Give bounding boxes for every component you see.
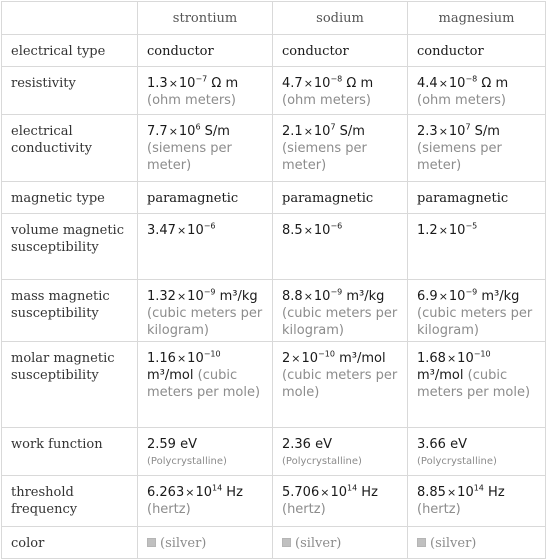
row-label: work function xyxy=(2,428,138,476)
unit-description: (cubic meters per kilogram) xyxy=(147,306,263,338)
value-unit: m³/kg xyxy=(477,289,520,304)
unit-description: (hertz) xyxy=(147,502,191,517)
value-text: 2.59 eV xyxy=(147,437,197,452)
times-sign: × xyxy=(291,352,301,365)
times-sign: × xyxy=(320,486,330,499)
value-cell xyxy=(273,428,408,476)
value-text: 3.66 eV xyxy=(417,437,467,452)
value-exponent: 6 xyxy=(195,122,201,132)
value-cell xyxy=(408,35,546,67)
corner-cell xyxy=(2,2,138,35)
value-exponent: 7 xyxy=(465,122,471,132)
base-ten: 10 xyxy=(457,485,474,500)
value-cell xyxy=(408,214,546,280)
value-unit: m³/mol xyxy=(417,368,464,383)
row-label: color xyxy=(2,527,138,559)
value-mantissa: 1.68 xyxy=(417,351,446,366)
color-name: (silver) xyxy=(160,536,207,551)
unit-description: (cubic meters per kilogram) xyxy=(417,306,533,338)
value-mantissa: 4.4 xyxy=(417,76,438,91)
base-ten: 10 xyxy=(313,223,331,238)
value-mantissa: 8.85 xyxy=(417,485,446,500)
value-unit: Ω m xyxy=(342,76,374,91)
value-cell xyxy=(408,476,546,527)
unit-description: (cubic meters per mole) xyxy=(282,368,398,400)
value-text: conductor xyxy=(417,44,484,59)
times-sign: × xyxy=(446,486,457,499)
table-row xyxy=(2,115,546,182)
base-ten: 10 xyxy=(448,76,466,91)
table-row xyxy=(2,280,546,342)
unit-description: (ohm meters) xyxy=(147,93,237,108)
value-cell xyxy=(138,214,273,280)
value-mantissa: 2.3 xyxy=(417,124,438,139)
column-header-sodium: sodium xyxy=(273,2,408,35)
unit-description: (ohm meters) xyxy=(417,93,507,108)
value-mantissa: 1.2 xyxy=(417,223,438,238)
value-text: paramagnetic xyxy=(147,191,239,206)
value-unit: m³/kg xyxy=(215,289,258,304)
table-row xyxy=(2,527,546,559)
base-ten: 10 xyxy=(448,124,466,139)
base-ten: 10 xyxy=(301,351,319,366)
value-cell xyxy=(138,115,273,182)
value-unit: m³/kg xyxy=(342,289,385,304)
value-mantissa: 1.16 xyxy=(147,351,176,366)
value-exponent: −6 xyxy=(203,221,216,231)
value-cell xyxy=(408,280,546,342)
value-cell xyxy=(273,214,408,280)
value-cell xyxy=(273,35,408,67)
value-cell xyxy=(273,182,408,214)
value-mantissa: 1.32 xyxy=(147,289,176,304)
unit-description: (siemens per meter) xyxy=(282,141,367,173)
value-cell xyxy=(408,115,546,182)
value-cell xyxy=(138,280,273,342)
unit-description: (hertz) xyxy=(282,502,326,517)
times-sign: × xyxy=(303,290,313,303)
value-cell xyxy=(138,428,273,476)
color-name: (silver) xyxy=(430,536,477,551)
value-text: 2.36 eV xyxy=(282,437,332,452)
value-exponent: −9 xyxy=(465,287,478,297)
value-exponent: 14 xyxy=(473,483,484,493)
unit-description: (cubic meters per mole) xyxy=(417,368,531,400)
color-swatch-icon xyxy=(147,538,156,547)
value-unit: Hz xyxy=(483,485,505,500)
column-header-strontium: strontium xyxy=(138,2,273,35)
table-row xyxy=(2,476,546,527)
times-sign: × xyxy=(438,290,448,303)
base-ten: 10 xyxy=(313,124,331,139)
color-name: (silver) xyxy=(295,536,342,551)
unit-description: (ohm meters) xyxy=(282,93,372,108)
row-label: electrical conductivity xyxy=(2,115,138,182)
value-unit: S/m xyxy=(200,124,230,139)
value-text: paramagnetic xyxy=(282,191,374,206)
value-cell xyxy=(138,476,273,527)
value-unit: S/m xyxy=(335,124,365,139)
value-unit: Hz xyxy=(222,485,243,500)
value-cell xyxy=(273,476,408,527)
base-ten: 10 xyxy=(195,485,212,500)
header-row xyxy=(2,2,546,35)
value-text: paramagnetic xyxy=(417,191,509,206)
table-row xyxy=(2,342,546,428)
times-sign: × xyxy=(303,77,313,90)
value-mantissa: 8.5 xyxy=(282,223,303,238)
value-mantissa: 5.706 xyxy=(282,485,320,500)
unit-description: (siemens per meter) xyxy=(147,141,232,173)
value-cell xyxy=(408,428,546,476)
table-row xyxy=(2,428,546,476)
value-cell xyxy=(408,342,546,428)
value-exponent: −8 xyxy=(330,74,343,84)
base-ten: 10 xyxy=(457,351,474,366)
value-qualifier: (Polycrystalline) xyxy=(282,456,362,467)
value-cell xyxy=(138,67,273,115)
unit-description: (cubic meters per kilogram) xyxy=(282,306,398,338)
row-label: molar magnetic susceptibility xyxy=(2,342,138,428)
unit-description: (cubic meters per mole) xyxy=(147,368,261,400)
times-sign: × xyxy=(168,125,178,138)
value-mantissa: 3.47 xyxy=(147,223,176,238)
value-text: conductor xyxy=(147,44,214,59)
color-swatch-icon xyxy=(282,538,291,547)
row-label: electrical type xyxy=(2,35,138,67)
unit-description: (siemens per meter) xyxy=(417,141,502,173)
value-exponent: −6 xyxy=(330,221,343,231)
times-sign: × xyxy=(438,77,448,90)
times-sign: × xyxy=(303,224,313,237)
times-sign: × xyxy=(438,125,448,138)
times-sign: × xyxy=(446,352,457,365)
times-sign: × xyxy=(176,224,187,237)
base-ten: 10 xyxy=(178,76,196,91)
value-unit: Hz xyxy=(357,485,378,500)
value-text: conductor xyxy=(282,44,349,59)
times-sign: × xyxy=(176,290,187,303)
value-unit: Ω m xyxy=(207,76,239,91)
color-swatch-icon xyxy=(417,538,426,547)
value-unit: S/m xyxy=(470,124,500,139)
value-mantissa: 6.9 xyxy=(417,289,438,304)
value-mantissa: 7.7 xyxy=(147,124,168,139)
value-cell xyxy=(138,527,273,559)
times-sign: × xyxy=(168,77,178,90)
value-cell xyxy=(273,115,408,182)
base-ten: 10 xyxy=(187,223,204,238)
value-exponent: 14 xyxy=(211,483,223,493)
value-exponent: −8 xyxy=(465,74,478,84)
value-cell xyxy=(408,182,546,214)
value-cell xyxy=(138,35,273,67)
times-sign: × xyxy=(185,486,195,499)
value-exponent: −10 xyxy=(318,349,335,359)
value-qualifier: (Polycrystalline) xyxy=(417,456,497,467)
times-sign: × xyxy=(176,352,187,365)
row-label: mass magnetic susceptibility xyxy=(2,280,138,342)
value-exponent: 7 xyxy=(330,122,336,132)
value-exponent: −9 xyxy=(203,287,216,297)
value-mantissa: 2.1 xyxy=(282,124,303,139)
base-ten: 10 xyxy=(448,289,466,304)
value-exponent: −5 xyxy=(465,221,478,231)
value-mantissa: 6.263 xyxy=(147,485,185,500)
value-cell xyxy=(273,280,408,342)
value-cell xyxy=(273,342,408,428)
value-cell xyxy=(408,67,546,115)
row-label: magnetic type xyxy=(2,182,138,214)
base-ten: 10 xyxy=(187,289,204,304)
value-qualifier: (Polycrystalline) xyxy=(147,456,227,467)
value-cell xyxy=(273,67,408,115)
base-ten: 10 xyxy=(330,485,347,500)
times-sign: × xyxy=(438,224,448,237)
column-header-magnesium: magnesium xyxy=(408,2,546,35)
value-mantissa: 8.8 xyxy=(282,289,303,304)
value-exponent: −10 xyxy=(473,349,491,359)
base-ten: 10 xyxy=(313,76,331,91)
value-exponent: −9 xyxy=(330,287,343,297)
value-cell xyxy=(138,342,273,428)
value-cell xyxy=(138,182,273,214)
table-row xyxy=(2,214,546,280)
row-label: volume magnetic susceptibility xyxy=(2,214,138,280)
base-ten: 10 xyxy=(448,223,466,238)
unit-description: (hertz) xyxy=(417,502,461,517)
value-exponent: 14 xyxy=(346,483,358,493)
value-unit: Ω m xyxy=(477,76,509,91)
table-row xyxy=(2,67,546,115)
base-ten: 10 xyxy=(187,351,204,366)
value-mantissa: 2 xyxy=(282,351,291,366)
row-label: threshold frequency xyxy=(2,476,138,527)
times-sign: × xyxy=(303,125,313,138)
base-ten: 10 xyxy=(178,124,196,139)
value-mantissa: 4.7 xyxy=(282,76,303,91)
base-ten: 10 xyxy=(313,289,331,304)
value-unit: m³/mol xyxy=(334,351,386,366)
table-row xyxy=(2,35,546,67)
value-exponent: −7 xyxy=(195,74,208,84)
value-cell xyxy=(408,527,546,559)
table-row xyxy=(2,182,546,214)
row-label: resistivity xyxy=(2,67,138,115)
value-unit: m³/mol xyxy=(147,368,194,383)
value-exponent: −10 xyxy=(203,349,221,359)
value-mantissa: 1.3 xyxy=(147,76,168,91)
element-properties-table xyxy=(1,1,546,559)
value-cell xyxy=(273,527,408,559)
